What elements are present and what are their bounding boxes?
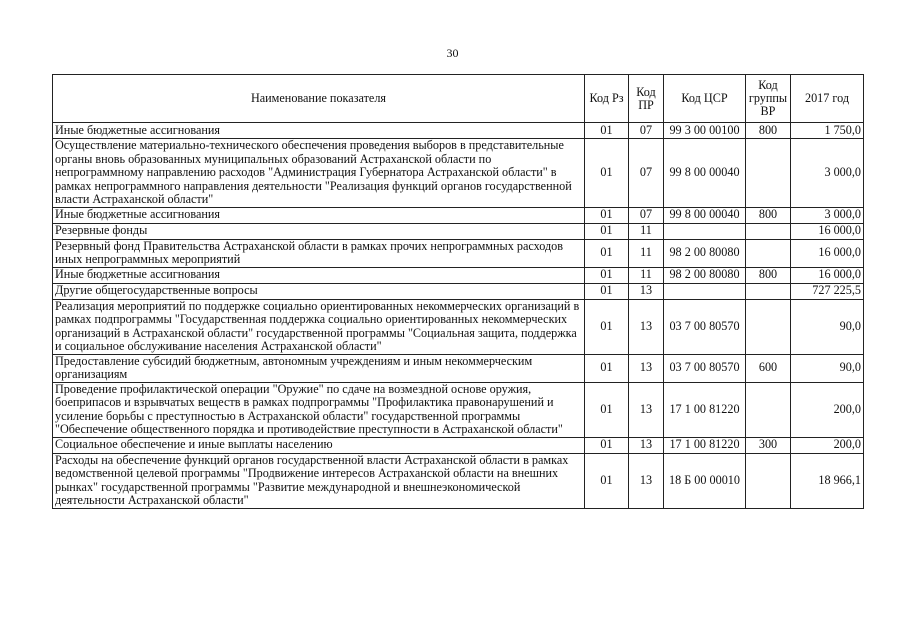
row-name: Иные бюджетные ассигнования <box>53 207 585 223</box>
row-gvr: 800 <box>746 123 791 139</box>
table-row <box>53 354 864 382</box>
table-row <box>53 283 864 299</box>
row-amount: 90,0 <box>791 299 864 354</box>
row-gvr: 300 <box>746 437 791 453</box>
row-gvr: 800 <box>746 267 791 283</box>
column-header-gvr: Код группы ВР <box>746 75 791 123</box>
row-csr: 99 8 00 00040 <box>664 207 746 223</box>
column-header-csr: Код ЦСР <box>664 75 746 123</box>
row-rz: 01 <box>585 354 629 382</box>
row-pr: 13 <box>629 437 664 453</box>
row-pr: 07 <box>629 139 664 208</box>
table-row <box>53 123 864 139</box>
row-gvr <box>746 239 791 267</box>
row-csr <box>664 283 746 299</box>
table-row <box>53 437 864 453</box>
row-csr: 98 2 00 80080 <box>664 239 746 267</box>
budget-table <box>52 74 864 509</box>
row-name: Предоставление субсидий бюджетным, автономным учреждениям и иным некоммерческим организациям <box>53 354 585 382</box>
row-csr: 99 3 00 00100 <box>664 123 746 139</box>
table-row <box>53 239 864 267</box>
row-rz: 01 <box>585 283 629 299</box>
row-amount: 90,0 <box>791 354 864 382</box>
row-rz: 01 <box>585 123 629 139</box>
row-rz: 01 <box>585 207 629 223</box>
row-pr: 11 <box>629 223 664 239</box>
row-gvr <box>746 139 791 208</box>
row-gvr <box>746 453 791 508</box>
row-rz: 01 <box>585 382 629 437</box>
table-row <box>53 223 864 239</box>
row-rz: 01 <box>585 139 629 208</box>
row-amount: 3 000,0 <box>791 207 864 223</box>
row-pr: 13 <box>629 354 664 382</box>
row-csr: 18 Б 00 00010 <box>664 453 746 508</box>
row-name: Социальное обеспечение и иные выплаты населению <box>53 437 585 453</box>
row-csr: 03 7 00 80570 <box>664 354 746 382</box>
row-rz: 01 <box>585 239 629 267</box>
row-amount: 1 750,0 <box>791 123 864 139</box>
column-header-pr: Код ПР <box>629 75 664 123</box>
row-amount: 16 000,0 <box>791 223 864 239</box>
row-csr: 98 2 00 80080 <box>664 267 746 283</box>
row-name: Иные бюджетные ассигнования <box>53 267 585 283</box>
row-name: Проведение профилактической операции "Оружие" по сдаче на возмездной основе оружия, боеприпасов и взрывчатых веществ в рамках подпрограммы "Профилактика правонарушений и усиление борьбы с преступностью в Астраханской области" государственной программы "Обеспечение общественного порядка и противодействие преступности в Астраханской области" <box>53 382 585 437</box>
row-rz: 01 <box>585 437 629 453</box>
row-amount: 3 000,0 <box>791 139 864 208</box>
row-csr: 99 8 00 00040 <box>664 139 746 208</box>
row-rz: 01 <box>585 453 629 508</box>
row-name: Иные бюджетные ассигнования <box>53 123 585 139</box>
row-pr: 11 <box>629 267 664 283</box>
row-amount: 200,0 <box>791 437 864 453</box>
row-pr: 13 <box>629 299 664 354</box>
row-name: Другие общегосударственные вопросы <box>53 283 585 299</box>
column-header-amount: 2017 год <box>791 75 864 123</box>
row-csr: 17 1 00 81220 <box>664 437 746 453</box>
row-gvr <box>746 223 791 239</box>
row-name: Осуществление материально-технического обеспечения проведения выборов в представительные органы вновь образованных муниципальных образований Астраханской области по непрограммному направлению расходов "Администрация Губернатора Астраханской области" в рамках непрограммного направления деятельности "Реализация функций органов государственной власти Астраханской области" <box>53 139 585 208</box>
row-amount: 16 000,0 <box>791 267 864 283</box>
table-row <box>53 299 864 354</box>
row-pr: 11 <box>629 239 664 267</box>
row-gvr: 600 <box>746 354 791 382</box>
table-row <box>53 267 864 283</box>
table-header-row <box>53 75 864 123</box>
row-pr: 07 <box>629 123 664 139</box>
row-name: Резервный фонд Правительства Астраханской области в рамках прочих непрограммных расходов иных непрограммных мероприятий <box>53 239 585 267</box>
row-amount: 18 966,1 <box>791 453 864 508</box>
table-row <box>53 453 864 508</box>
row-rz: 01 <box>585 299 629 354</box>
column-header-rz: Код Рз <box>585 75 629 123</box>
row-gvr <box>746 299 791 354</box>
row-rz: 01 <box>585 267 629 283</box>
row-amount: 16 000,0 <box>791 239 864 267</box>
row-gvr <box>746 283 791 299</box>
row-amount: 200,0 <box>791 382 864 437</box>
row-name: Расходы на обеспечение функций органов государственной власти Астраханской области в рамках ведомственной целевой программы "Продвижение интересов Астраханской области на внешних рынках" государственной программы "Развитие международной и внешнеэкономической деятельности Астраханской области" <box>53 453 585 508</box>
row-name: Резервные фонды <box>53 223 585 239</box>
column-header-name: Наименование показателя <box>53 75 585 123</box>
table-row <box>53 382 864 437</box>
table-row <box>53 139 864 208</box>
row-pr: 07 <box>629 207 664 223</box>
row-gvr: 800 <box>746 207 791 223</box>
row-csr: 17 1 00 81220 <box>664 382 746 437</box>
row-pr: 13 <box>629 453 664 508</box>
table-row <box>53 207 864 223</box>
row-amount: 727 225,5 <box>791 283 864 299</box>
row-name: Реализация мероприятий по поддержке социально ориентированных некоммерческих организаций в рамках подпрограммы "Государственная поддержка социально ориентированных некоммерческих организаций в Астраханской области" государственной программы "Социальная защита, поддержка и социальное обслуживание населения Астраханской области" <box>53 299 585 354</box>
row-pr: 13 <box>629 283 664 299</box>
row-csr <box>664 223 746 239</box>
row-pr: 13 <box>629 382 664 437</box>
page-number: 30 <box>446 46 459 60</box>
row-gvr <box>746 382 791 437</box>
row-rz: 01 <box>585 223 629 239</box>
row-csr: 03 7 00 80570 <box>664 299 746 354</box>
